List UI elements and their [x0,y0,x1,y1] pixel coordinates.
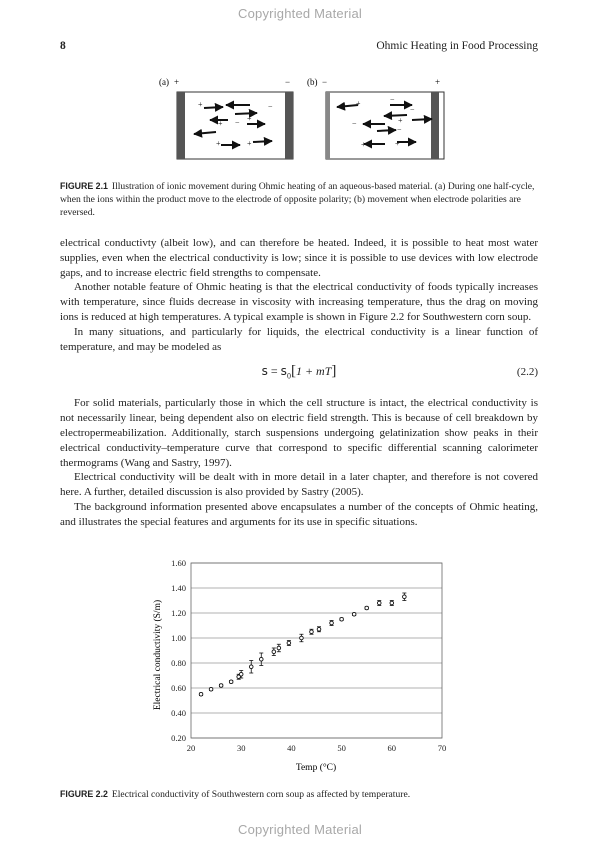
data-point [199,692,203,696]
ion-sign: + [247,114,252,123]
body-text [60,236,538,530]
ion-sign: − [410,105,415,114]
panel-a-right-electrode [285,92,293,159]
y-tick-label: 0.60 [171,683,186,693]
paragraph: Another notable feature of Ohmic heating is that the electrical conductivity of foods typically increases with temperature, since fluids decrease in viscosity with increasing temperature, thus the drag on moving ions is reduced at high temperatures. A typical example is shown in Figure 2.2 for Southwestern corn soup. [60,281,538,323]
ion-sign: + [361,140,366,149]
panel-a-left-electrode [177,92,185,159]
paragraph: For solid materials, particularly those in which the cell structure is intact, the electrical conductivity is not necessarily linear, being dependent also on electric field strength. This is because of cell breakdown by electropermeabilization. Additionally, starch suspensions undergoing gelatinization show peaks in their electrical conductivity–temperature curve that correspond to specific differential scanning calorimeter thermograms (Wang and Sastry, 1997). [60,397,538,469]
equation-rhs-symbol: s [280,364,287,379]
panel-a-left-polarity: + [174,77,180,87]
ion-sign: + [356,99,361,108]
x-tick-label: 20 [186,743,196,753]
data-point [377,601,381,605]
paragraph: electrical conductivty (albeit low), and can therefore be heated. Indeed, it is possible to heat most water supplies, even when the electrical conductivity is low; since it is possible to use devices with low electrode gaps, and to increase electric field strengths to compensate. [60,237,538,279]
panel-b-container [326,92,444,159]
ion-sign: − [235,118,240,127]
panel-a-label: (a) [159,77,169,87]
panel-a-right-polarity: − [285,77,291,87]
running-title: Ohmic Heating in Food Processing [376,40,538,52]
data-point [219,684,223,688]
ion-sign: + [216,139,221,148]
copyright-watermark-bottom: Copyrighted Material [238,822,362,837]
panel-b-right-polarity: + [435,77,441,87]
data-point [317,627,321,631]
plot-area [191,563,442,738]
ion-sign: − [210,128,215,137]
x-tick-label: 70 [437,743,447,753]
ion-sign: + [198,100,203,109]
y-tick-label: 0.20 [171,733,186,743]
y-tick-label: 0.80 [171,658,186,668]
ion-sign: + [395,139,400,148]
equation-lhs: s [261,364,268,379]
paragraph: Electrical conductivity will be dealt with in more detail in a later chapter, and therefore is not covered here. A further, detailed discussion is also provided by Sastry (2005). [60,471,538,499]
ion-arrow [412,119,432,120]
ion-sign: − [268,102,273,111]
equation-subscript: 0 [286,371,291,381]
figure-2-1-text: Illustration of ionic movement during Ohmic heating of an aqueous-based material. (a) During one half-cycle, when the ions within the product move to the electrode of opposite polarity; (b) movement when electrode polarities are reversed. [60,181,535,218]
data-point [272,650,276,654]
ion-arrow [377,130,396,131]
equation-number: (2.2) [516,366,538,379]
ion-arrow [204,107,223,108]
figure-2-2-chart [140,552,460,777]
panel-b-left-polarity: − [322,77,328,87]
data-point [259,657,263,661]
ion-sign: + [218,119,223,128]
data-point [340,617,344,621]
y-tick-label: 1.00 [171,633,186,643]
ion-sign: − [397,125,402,134]
figure-2-1-caption [60,180,538,219]
ion-sign: + [398,116,403,125]
data-point [300,636,304,640]
data-point [239,672,243,676]
y-axis-label: Electrical conductivity (S/m) [153,599,163,711]
data-point [390,601,394,605]
equation-2-2 [60,362,538,386]
data-point [277,646,281,650]
page-header [60,40,538,56]
x-tick-label: 40 [287,743,296,753]
paragraph: The background information presented above encapsulates a number of the concepts of Ohmic heating, and illustrates the special features and arguments for its use in specific situations. [60,500,538,528]
y-tick-label: 1.20 [171,608,186,618]
figure-2-1-label: FIGURE 2.1 [60,181,108,191]
data-point [287,641,291,645]
data-point [352,612,356,616]
equation-body: $s = s_0[1 + mT]$ [261,363,337,381]
y-tick-label: 1.60 [171,558,186,568]
panel-b-right-electrode [431,92,439,159]
data-point [330,621,334,625]
y-tick-label: 0.40 [171,708,186,718]
panel-b-left-electrode [326,92,330,159]
figure-2-1-illustration [150,72,460,162]
data-point [403,595,407,599]
data-point [229,680,233,684]
ion-sign: − [390,95,395,104]
data-point [249,665,253,669]
x-tick-label: 30 [236,743,246,753]
copyright-watermark-top: Copyrighted Material [238,6,362,21]
figure-2-2-caption [60,788,538,802]
data-point [310,630,314,634]
x-axis-label: Temp (°C) [295,763,337,773]
paragraph: In many situations, and particularly for liquids, the electrical conductivity is a linear function of temperature, and may be modeled as [60,325,538,353]
data-point [209,687,213,691]
ion-arrow [235,113,257,114]
page-number: 8 [60,40,66,52]
ion-arrow [384,115,407,116]
ion-sign: + [247,139,252,148]
figure-2-2-text: Electrical conductivity of Southwestern corn soup as affected by temperature. [111,789,411,800]
y-tick-label: 1.40 [171,583,186,593]
x-tick-label: 50 [337,743,346,753]
ion-arrow [253,141,272,142]
figure-2-2-label: FIGURE 2.2 [60,789,108,799]
panel-b-label: (b) [307,77,318,87]
ion-sign: − [352,119,357,128]
equation-bracket-content: 1 + mT [295,364,332,379]
x-tick-label: 60 [387,743,397,753]
data-point [365,606,369,610]
